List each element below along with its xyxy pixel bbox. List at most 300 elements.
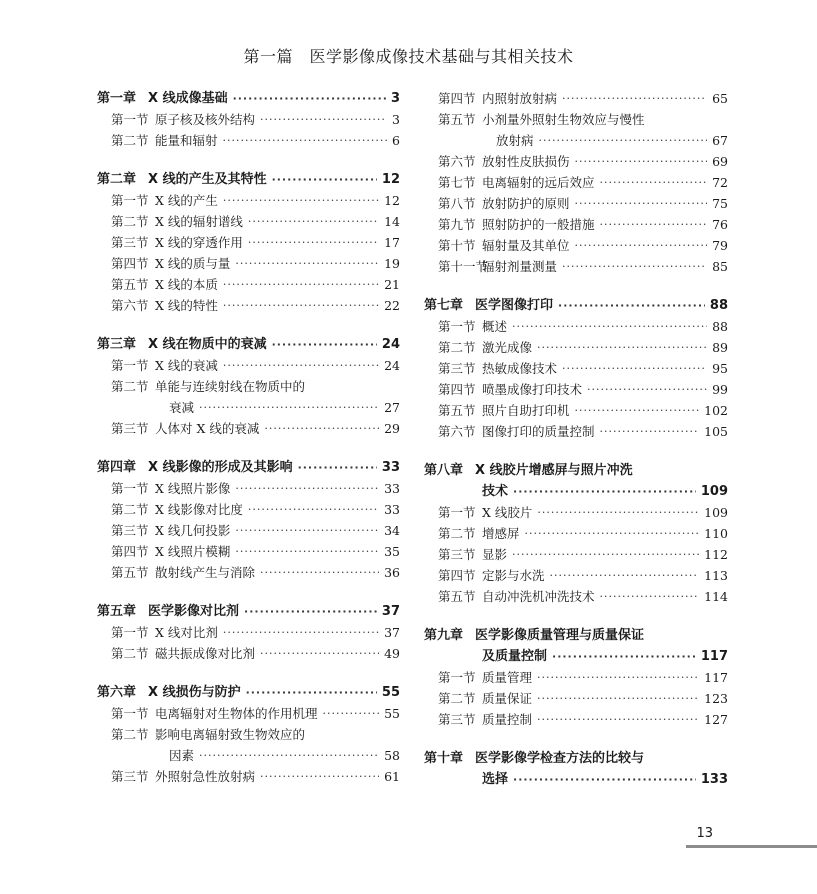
toc-entry-page: 117 — [700, 649, 728, 664]
dot-leader — [235, 541, 379, 562]
page-number: 13 — [696, 826, 713, 841]
toc-entry-page: 6 — [392, 133, 400, 148]
toc-entry-title: 增感屏 — [482, 526, 520, 541]
toc-entry-label — [424, 646, 547, 667]
toc-entry-page: 127 — [704, 712, 728, 727]
toc-entry-label — [97, 211, 243, 232]
toc-entry-page: 109 — [700, 484, 728, 499]
section-entry[interactable] — [424, 358, 728, 379]
section-entry[interactable] — [97, 703, 400, 724]
toc-entry-page: 22 — [384, 298, 400, 313]
toc-entry-label — [424, 421, 595, 442]
section-entry[interactable] — [424, 214, 728, 235]
dot-leader — [537, 688, 699, 709]
toc-entry-number: 第四节 — [438, 568, 476, 583]
section-entry[interactable] — [97, 418, 400, 439]
toc-entry-label — [424, 295, 553, 316]
toc-entry-label — [97, 766, 255, 787]
toc-entry-page: 85 — [712, 259, 728, 274]
toc-entry-title: 辐射剂量测量 — [482, 259, 558, 274]
toc-entry-label — [97, 541, 230, 562]
dot-leader — [233, 88, 386, 109]
dot-leader — [512, 316, 707, 337]
toc-left-column — [97, 88, 400, 787]
chapter-entry[interactable] — [97, 682, 400, 703]
section-entry[interactable] — [97, 643, 400, 664]
toc-entry-label — [97, 295, 218, 316]
toc-entry-number: 第五节 — [438, 589, 476, 604]
toc-entry-title: X 线的本质 — [155, 277, 218, 292]
toc-entry-number: 第一节 — [111, 112, 149, 127]
toc-entry-title: X 线胶片 — [482, 505, 533, 520]
toc-entry-page: 75 — [712, 196, 728, 211]
toc-entry-number: 第三章 — [97, 337, 137, 352]
dot-leader — [600, 421, 700, 442]
toc-entry-label — [424, 523, 520, 544]
section-entry[interactable] — [424, 565, 728, 586]
dot-leader — [525, 523, 700, 544]
toc-entry-number: 第三节 — [438, 547, 476, 562]
toc-entry-page: 102 — [704, 403, 728, 418]
toc-entry-page: 55 — [384, 706, 400, 721]
dot-leader — [235, 478, 379, 499]
toc-entry-number: 第一章 — [97, 91, 137, 106]
dot-leader — [600, 586, 700, 607]
toc-entry-title: 放射防护的原则 — [482, 196, 570, 211]
toc-entry-number: 第六节 — [438, 154, 476, 169]
toc-entry-number: 第八章 — [424, 463, 464, 478]
toc-entry-number: 第一节 — [438, 319, 476, 334]
toc-entry-page: 17 — [384, 235, 400, 250]
toc-entry-label — [97, 334, 267, 355]
toc-entry-title: X 线成像基础 — [148, 91, 228, 106]
dot-leader — [513, 481, 696, 502]
section-entry[interactable] — [97, 109, 400, 130]
section-entry[interactable] — [97, 478, 400, 499]
toc-entry-label — [97, 499, 243, 520]
toc-entry-number: 第一节 — [111, 625, 149, 640]
toc-entry-title: 小剂量外照射生物效应与慢性 — [482, 112, 645, 127]
dot-leader — [260, 766, 379, 787]
dot-leader — [223, 622, 379, 643]
toc-entry-label — [424, 256, 557, 277]
dot-leader — [244, 601, 377, 622]
toc-entry-page: 112 — [704, 547, 728, 562]
chapter-entry[interactable] — [97, 457, 400, 478]
toc-entry-number: 第四节 — [438, 382, 476, 397]
toc-entry-page: 76 — [712, 217, 728, 232]
toc-entry-number: 第二节 — [111, 379, 149, 394]
section-entry[interactable] — [424, 109, 728, 130]
toc-entry-label — [424, 748, 644, 769]
section-entry[interactable] — [424, 709, 728, 730]
chapter-entry-continued[interactable] — [424, 769, 728, 790]
toc-entry-page: 61 — [384, 769, 400, 784]
section-entry[interactable] — [424, 193, 728, 214]
toc-entry-label — [424, 769, 508, 790]
section-entry[interactable] — [424, 88, 728, 109]
toc-entry-number: 第四节 — [111, 256, 149, 271]
toc-entry-title: 定影与水洗 — [482, 568, 545, 583]
dot-leader — [235, 520, 379, 541]
dot-leader — [260, 643, 379, 664]
dot-leader — [248, 211, 379, 232]
toc-entry-label — [97, 724, 305, 745]
dot-leader — [575, 400, 700, 421]
section-entry[interactable] — [424, 172, 728, 193]
toc-entry-number: 第九章 — [424, 628, 464, 643]
dot-leader — [223, 190, 379, 211]
toc-entry-page: 35 — [384, 544, 400, 559]
toc-entry-title: 激光成像 — [482, 340, 533, 355]
section-entry[interactable] — [424, 316, 728, 337]
toc-entry-title: 喷墨成像打印技术 — [482, 382, 583, 397]
toc-entry-title: X 线的辐射谱线 — [155, 214, 243, 229]
toc-entry-title: 显影 — [482, 547, 508, 562]
toc-entry-page: 110 — [704, 526, 728, 541]
dot-leader — [600, 214, 708, 235]
section-entry[interactable] — [97, 376, 400, 397]
toc-entry-number: 第四章 — [97, 460, 137, 475]
toc-entry-title: 照射防护的一般措施 — [482, 217, 595, 232]
dot-leader — [537, 667, 699, 688]
dot-leader — [562, 256, 707, 277]
toc-entry-label — [424, 172, 595, 193]
dot-leader — [264, 418, 379, 439]
section-entry[interactable] — [424, 586, 728, 607]
toc-entry-title: 辐射量及其单位 — [482, 238, 570, 253]
toc-entry-page: 12 — [384, 193, 400, 208]
dot-leader — [575, 151, 708, 172]
toc-entry-title: 磁共振成像对比剂 — [155, 646, 256, 661]
toc-entry-number: 第八节 — [438, 196, 476, 211]
toc-entry-title: 电离辐射对生物体的作用机理 — [155, 706, 318, 721]
section-entry[interactable] — [97, 274, 400, 295]
chapter-entry[interactable] — [97, 88, 400, 109]
section-entry[interactable] — [424, 400, 728, 421]
toc-entry-number: 第二节 — [111, 214, 149, 229]
section-entry[interactable] — [424, 337, 728, 358]
toc-entry-number: 第四节 — [438, 91, 476, 106]
toc-entry-label — [97, 376, 305, 397]
toc-entry-title: X 线影像对比度 — [155, 502, 243, 517]
toc-entry-title: 图像打印的质量控制 — [482, 424, 595, 439]
toc-entry-title: 照片自助打印机 — [482, 403, 570, 418]
toc-entry-label — [424, 88, 557, 109]
toc-entry-title: 原子核及核外结构 — [155, 112, 256, 127]
section-entry[interactable] — [97, 520, 400, 541]
toc-entry-page: 55 — [381, 685, 400, 700]
toc-entry-label — [97, 109, 255, 130]
toc-entry-number: 第三节 — [438, 712, 476, 727]
dot-leader — [537, 337, 707, 358]
dot-leader — [272, 334, 377, 355]
dot-leader — [199, 745, 379, 766]
toc-entry-number: 第一节 — [111, 706, 149, 721]
toc-entry-page: 27 — [384, 400, 400, 415]
dot-leader — [272, 169, 377, 190]
toc-entry-label — [97, 562, 255, 583]
toc-entry-title: X 线的产生及其特性 — [148, 172, 267, 187]
toc-entry-number: 第二节 — [111, 502, 149, 517]
dot-leader — [552, 646, 696, 667]
dot-leader — [223, 130, 388, 151]
toc-entry-label — [97, 397, 194, 418]
dot-leader — [199, 397, 379, 418]
toc-entry-label — [424, 481, 508, 502]
dot-leader — [223, 274, 379, 295]
toc-entry-page: 12 — [381, 172, 400, 187]
toc-entry-title: X 线影像的形成及其影响 — [148, 460, 293, 475]
toc-entry-label — [424, 109, 645, 130]
section-entry[interactable] — [424, 235, 728, 256]
section-entry[interactable] — [97, 211, 400, 232]
toc-entry-label — [97, 355, 218, 376]
toc-entry-number: 第一节 — [111, 481, 149, 496]
section-entry[interactable] — [424, 379, 728, 400]
toc-entry-title: 热敏成像技术 — [482, 361, 558, 376]
spacer — [424, 730, 728, 748]
toc-entry-title: 自动冲洗机冲洗技术 — [482, 589, 595, 604]
toc-entry-label — [424, 625, 644, 646]
section-entry[interactable] — [424, 544, 728, 565]
toc-entry-number: 第一节 — [111, 193, 149, 208]
dot-leader — [537, 502, 699, 523]
toc-entry-page: 123 — [704, 691, 728, 706]
dot-leader — [248, 232, 379, 253]
dot-leader — [587, 379, 707, 400]
section-entry[interactable] — [97, 499, 400, 520]
section-entry[interactable] — [424, 256, 728, 277]
spacer — [97, 439, 400, 457]
toc-entry-title: 质量保证 — [482, 691, 533, 706]
section-entry[interactable] — [424, 688, 728, 709]
toc-entry-title: X 线在物质中的衰减 — [148, 337, 267, 352]
toc-entry-number: 第七节 — [438, 175, 476, 190]
toc-entry-label — [424, 400, 570, 421]
toc-entry-page: 89 — [712, 340, 728, 355]
toc-entry-title: X 线的穿透作用 — [155, 235, 243, 250]
toc-entry-title: X 线照片模糊 — [155, 544, 231, 559]
toc-entry-number: 第二节 — [111, 727, 149, 742]
toc-entry-page: 113 — [704, 568, 728, 583]
toc-entry-label — [424, 667, 532, 688]
toc-entry-number: 第九节 — [438, 217, 476, 232]
toc-entry-label — [424, 688, 532, 709]
spacer — [424, 442, 728, 460]
chapter-entry[interactable] — [97, 169, 400, 190]
part-title: 第一篇 医学影像成像技术基础与其相关技术 — [243, 47, 574, 66]
dot-leader — [562, 88, 707, 109]
toc-entry-label — [424, 709, 532, 730]
toc-entry-number: 第五节 — [111, 565, 149, 580]
toc-entry-title: 医学影像质量管理与质量保证 — [475, 628, 645, 643]
dot-leader — [512, 544, 699, 565]
dot-leader — [223, 355, 379, 376]
section-entry[interactable] — [97, 232, 400, 253]
section-entry[interactable] — [424, 667, 728, 688]
toc-entry-label — [424, 358, 557, 379]
toc-entry-title: X 线的质与量 — [155, 256, 231, 271]
footer-bar — [686, 845, 817, 848]
toc-entry-title: X 线的衰减 — [155, 358, 218, 373]
spacer — [424, 277, 728, 295]
toc-entry-page: 14 — [384, 214, 400, 229]
section-entry[interactable] — [97, 190, 400, 211]
toc-entry-number: 第二章 — [97, 172, 137, 187]
toc-entry-title: 单能与连续射线在物质中的 — [155, 379, 306, 394]
toc-entry-label — [424, 235, 570, 256]
toc-entry-label — [424, 316, 507, 337]
section-entry-continued[interactable] — [97, 397, 400, 418]
toc-entry-title: 概述 — [482, 319, 508, 334]
toc-entry-number: 第三节 — [111, 421, 149, 436]
toc-entry-number: 第二节 — [438, 340, 476, 355]
chapter-entry[interactable] — [424, 748, 728, 769]
toc-entry-title: 质量管理 — [482, 670, 533, 685]
toc-entry-page: 24 — [384, 358, 400, 373]
spacer — [424, 607, 728, 625]
toc-entry-page: 29 — [384, 421, 400, 436]
toc-entry-label — [97, 88, 228, 109]
toc-entry-title: 散射线产生与消除 — [155, 565, 256, 580]
toc-entry-label — [97, 169, 267, 190]
dot-leader — [550, 565, 700, 586]
toc-entry-label — [424, 193, 570, 214]
toc-entry-title: 影响电离辐射致生物效应的 — [155, 727, 306, 742]
toc-entry-title: 因素 — [169, 748, 195, 763]
toc-entry-label — [97, 190, 218, 211]
toc-entry-number: 第五节 — [111, 277, 149, 292]
toc-entry-label — [424, 337, 532, 358]
toc-entry-number: 第六节 — [111, 298, 149, 313]
toc-entry-title: X 线照片影像 — [155, 481, 231, 496]
toc-entry-page: 105 — [704, 424, 728, 439]
dot-leader — [246, 682, 377, 703]
section-entry[interactable] — [424, 151, 728, 172]
section-entry[interactable] — [97, 541, 400, 562]
chapter-entry[interactable] — [424, 625, 728, 646]
toc-entry-number: 第六章 — [97, 685, 137, 700]
toc-entry-page: 33 — [384, 502, 400, 517]
toc-entry-title: X 线对比剂 — [155, 625, 218, 640]
section-entry[interactable] — [97, 295, 400, 316]
dot-leader — [537, 709, 699, 730]
dot-leader — [558, 295, 705, 316]
toc-entry-title: X 线几何投影 — [155, 523, 231, 538]
chapter-entry[interactable] — [424, 295, 728, 316]
toc-entry-label — [97, 601, 239, 622]
toc-entry-title: X 线损伤与防护 — [148, 685, 241, 700]
toc-entry-number: 第二节 — [111, 646, 149, 661]
toc-entry-page: 24 — [381, 337, 400, 352]
toc-entry-number: 第十节 — [438, 238, 476, 253]
chapter-entry[interactable] — [97, 334, 400, 355]
section-entry[interactable] — [97, 130, 400, 151]
toc-entry-label — [97, 232, 243, 253]
toc-entry-title: 放射性皮肤损伤 — [482, 154, 570, 169]
toc-entry-number: 第七章 — [424, 298, 464, 313]
toc-entry-number: 第二节 — [111, 133, 149, 148]
toc-entry-number: 第一节 — [438, 505, 476, 520]
toc-entry-page: 33 — [381, 460, 400, 475]
toc-entry-label — [424, 565, 545, 586]
section-entry[interactable] — [97, 562, 400, 583]
chapter-entry[interactable] — [424, 460, 728, 481]
toc-entry-number: 第三节 — [111, 769, 149, 784]
section-entry[interactable] — [97, 253, 400, 274]
toc-entry-title: 及质量控制 — [482, 649, 548, 664]
toc-entry-page: 114 — [704, 589, 728, 604]
section-entry[interactable] — [424, 421, 728, 442]
dot-leader — [562, 358, 707, 379]
toc-entry-page: 3 — [392, 112, 400, 127]
toc-entry-page: 95 — [712, 361, 728, 376]
toc-entry-page: 109 — [704, 505, 728, 520]
toc-entry-page: 72 — [712, 175, 728, 190]
section-entry[interactable] — [97, 766, 400, 787]
spacer — [97, 664, 400, 682]
section-entry[interactable] — [97, 724, 400, 745]
dot-leader — [575, 235, 708, 256]
section-entry[interactable] — [424, 502, 728, 523]
toc-entry-number: 第五节 — [438, 112, 476, 127]
toc-right-column — [424, 88, 728, 790]
section-entry[interactable] — [97, 622, 400, 643]
toc-entry-label — [97, 274, 218, 295]
toc-entry-page: 65 — [712, 91, 728, 106]
section-entry-continued[interactable] — [97, 745, 400, 766]
chapter-entry-continued[interactable] — [424, 481, 728, 502]
toc-entry-page: 19 — [384, 256, 400, 271]
toc-entry-page: 88 — [712, 319, 728, 334]
toc-entry-page: 37 — [381, 604, 400, 619]
toc-entry-number: 第十一节 — [438, 259, 489, 274]
dot-leader — [235, 253, 379, 274]
toc-entry-number: 第四节 — [111, 544, 149, 559]
chapter-entry-continued[interactable] — [424, 646, 728, 667]
dot-leader — [575, 193, 708, 214]
toc-entry-title: 医学图像打印 — [475, 298, 554, 313]
dot-leader — [539, 130, 708, 151]
toc-entry-label — [424, 151, 570, 172]
section-entry[interactable] — [97, 355, 400, 376]
toc-entry-title: 质量控制 — [482, 712, 533, 727]
section-entry[interactable] — [424, 523, 728, 544]
toc-entry-label — [424, 586, 595, 607]
dot-leader — [298, 457, 377, 478]
section-entry-continued[interactable] — [424, 130, 728, 151]
toc-entry-page: 21 — [384, 277, 400, 292]
dot-leader — [260, 562, 379, 583]
toc-entry-number: 第五章 — [97, 604, 137, 619]
toc-entry-page: 79 — [712, 238, 728, 253]
dot-leader — [323, 703, 380, 724]
toc-entry-number: 第二节 — [438, 526, 476, 541]
toc-entry-label — [97, 682, 241, 703]
toc-entry-number: 第一节 — [438, 670, 476, 685]
spacer — [97, 151, 400, 169]
dot-leader — [223, 295, 379, 316]
toc-entry-label — [424, 214, 595, 235]
chapter-entry[interactable] — [97, 601, 400, 622]
toc-entry-number: 第三节 — [111, 523, 149, 538]
toc-entry-number: 第三节 — [438, 361, 476, 376]
toc-entry-label — [424, 130, 534, 151]
toc-entry-label — [424, 379, 582, 400]
toc-entry-number: 第三节 — [111, 235, 149, 250]
toc-entry-label — [97, 745, 194, 766]
